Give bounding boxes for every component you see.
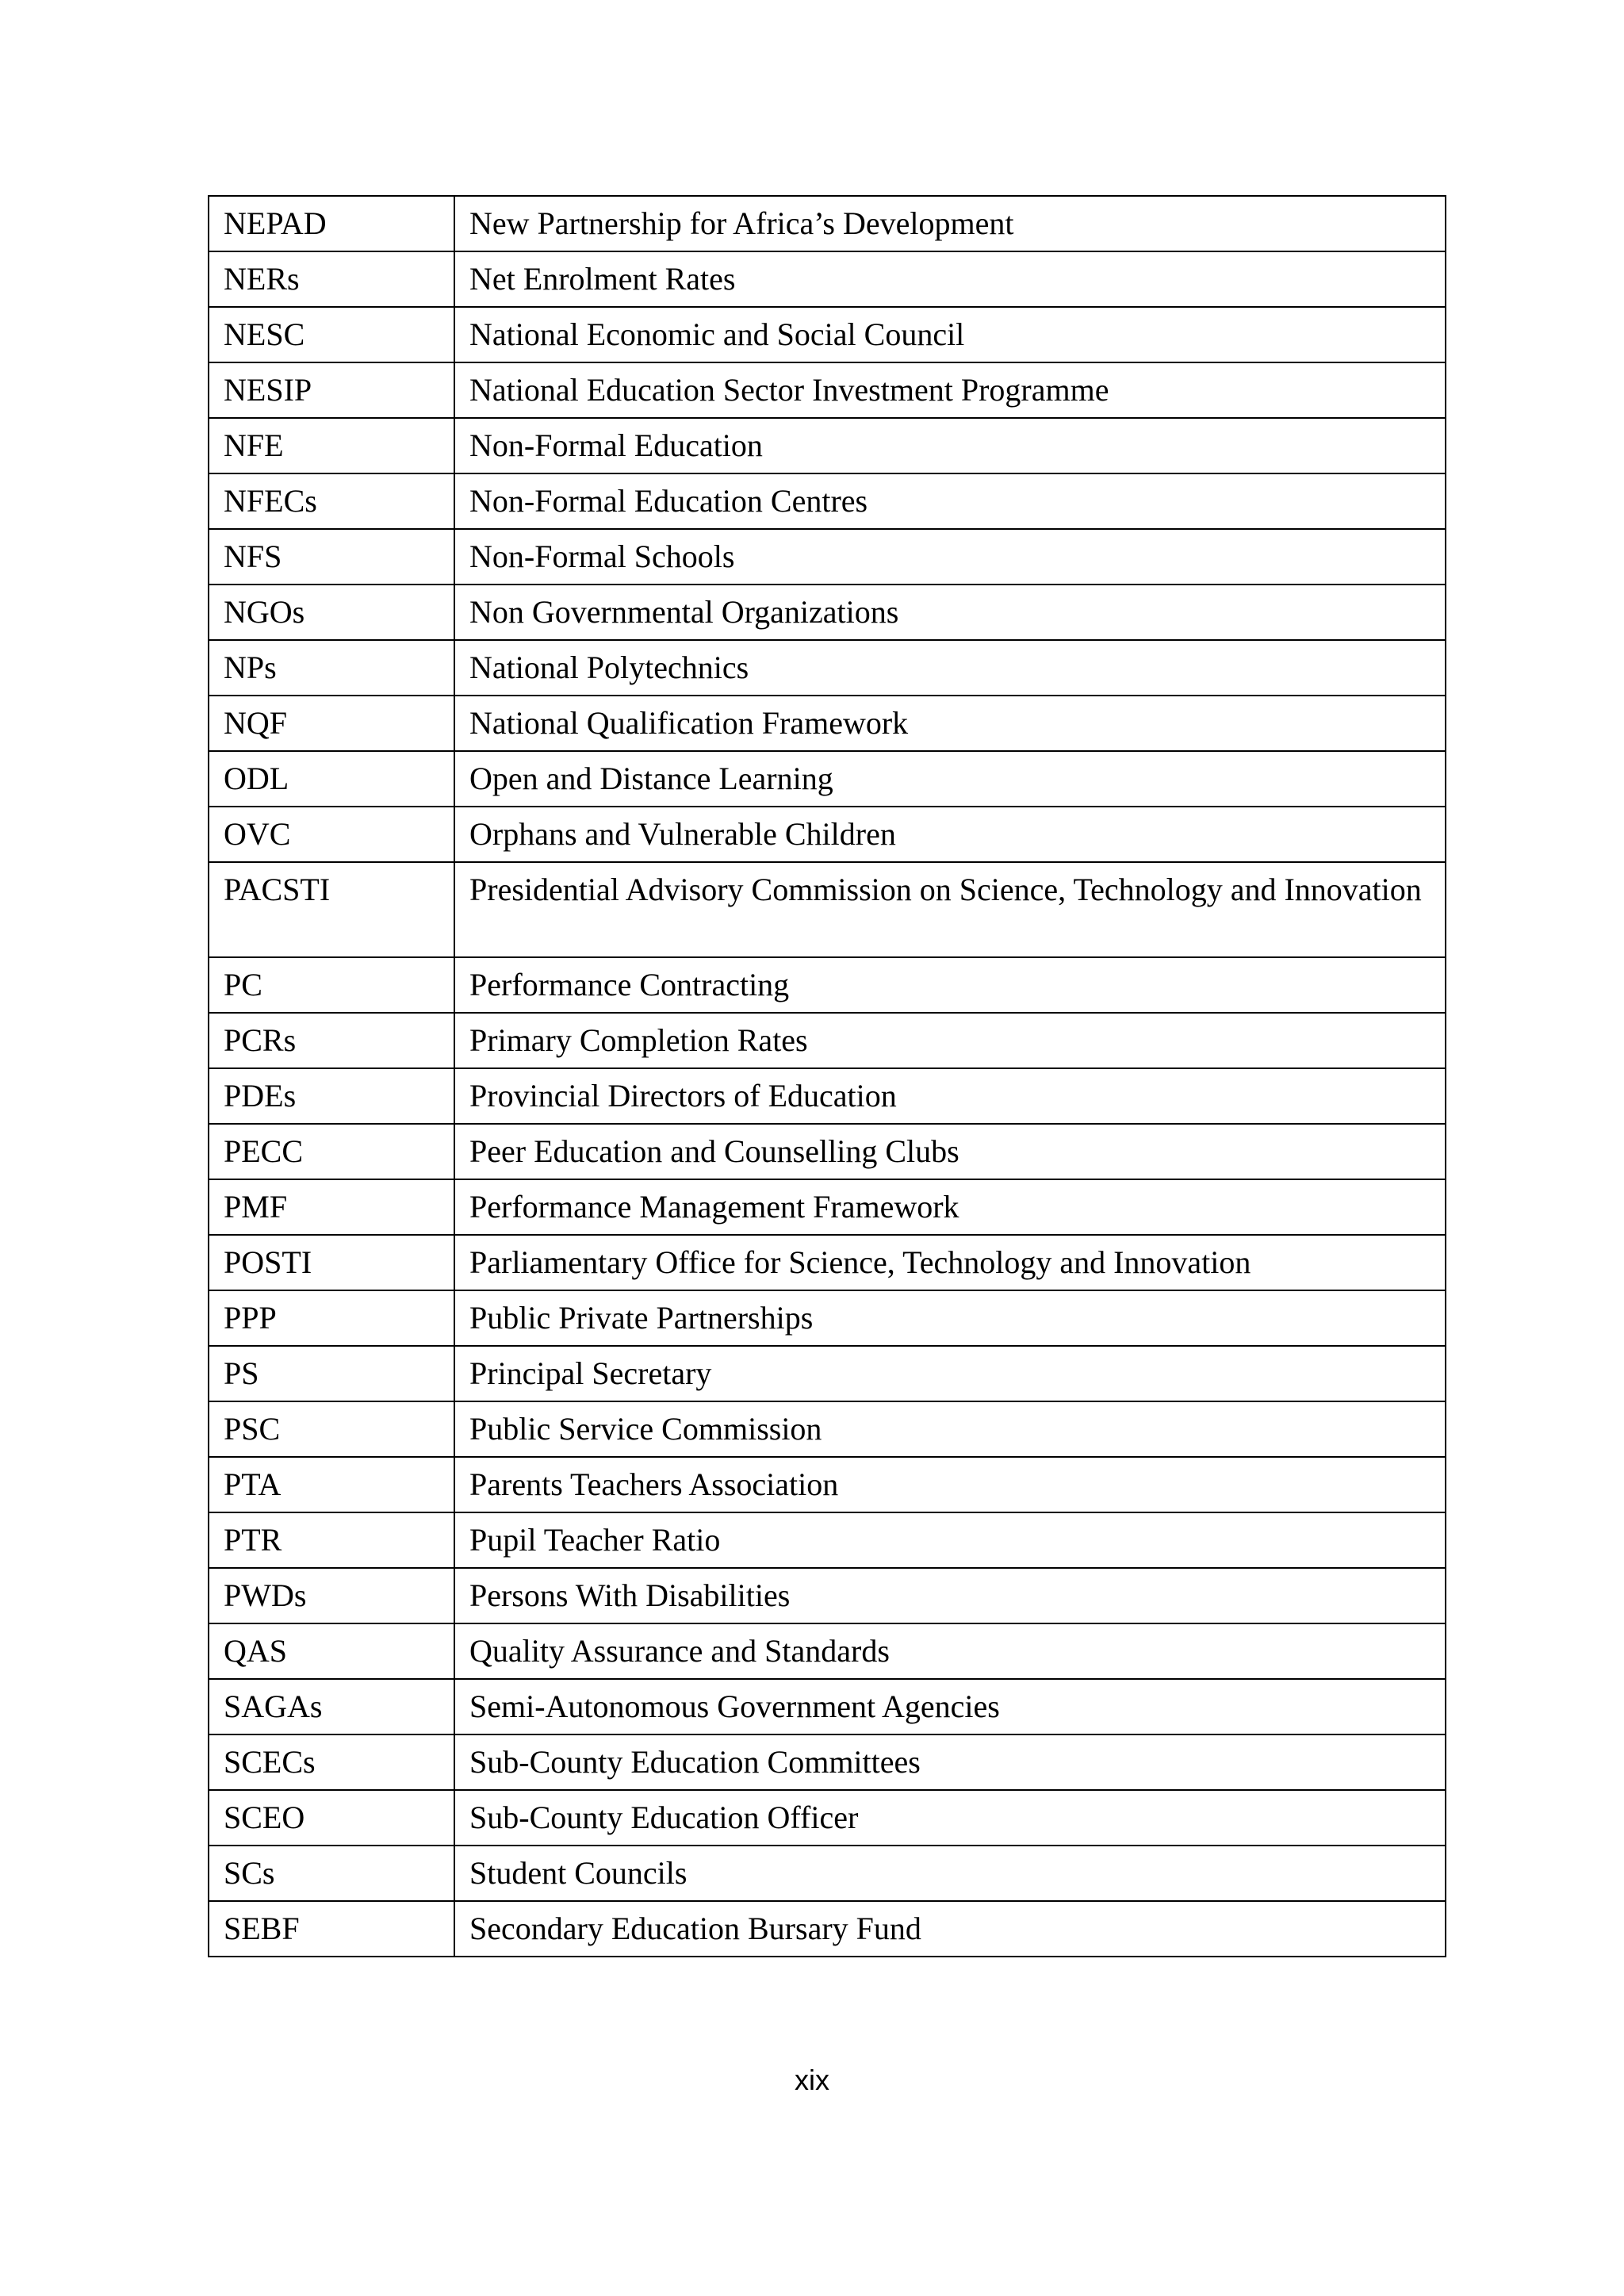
abbreviation-cell: NQF [209, 696, 454, 751]
abbreviation-cell: POSTI [209, 1235, 454, 1290]
definition-cell: Non Governmental Organizations [454, 585, 1446, 640]
definition-cell: Parliamentary Office for Science, Technology and Innovation [454, 1235, 1446, 1290]
abbreviation-cell: PSC [209, 1401, 454, 1457]
table-row [209, 1790, 1446, 1846]
abbreviation-cell: PTA [209, 1457, 454, 1512]
definition-cell: Non-Formal Education [454, 418, 1446, 473]
table-row [209, 1734, 1446, 1790]
definition-cell: Provincial Directors of Education [454, 1068, 1446, 1124]
definition-cell: Orphans and Vulnerable Children [454, 807, 1446, 862]
abbreviation-cell: SAGAs [209, 1679, 454, 1734]
table-row [209, 473, 1446, 529]
table-row [209, 696, 1446, 751]
table-row [209, 1568, 1446, 1623]
definition-cell: Parents Teachers Association [454, 1457, 1446, 1512]
definition-cell: Public Service Commission [454, 1401, 1446, 1457]
definition-cell: Sub-County Education Officer [454, 1790, 1446, 1846]
abbreviation-cell: NEPAD [209, 196, 454, 251]
abbreviation-cell: SCEO [209, 1790, 454, 1846]
abbreviation-cell: QAS [209, 1623, 454, 1679]
abbreviation-cell: NERs [209, 251, 454, 307]
definition-cell: Secondary Education Bursary Fund [454, 1901, 1446, 1957]
table-row [209, 251, 1446, 307]
page-number: xix [795, 2064, 829, 2096]
abbreviation-cell: PECC [209, 1124, 454, 1179]
abbreviation-cell: NFS [209, 529, 454, 585]
table-row [209, 751, 1446, 807]
abbreviation-cell: NESC [209, 307, 454, 362]
definition-cell: Performance Management Framework [454, 1179, 1446, 1235]
table-row [209, 1846, 1446, 1901]
table-row [209, 1346, 1446, 1401]
abbreviation-cell: NPs [209, 640, 454, 696]
table-row [209, 1901, 1446, 1957]
table-row [209, 1124, 1446, 1179]
definition-cell: Presidential Advisory Commission on Science, Technology and Innovation [454, 862, 1446, 957]
definition-cell: Student Councils [454, 1846, 1446, 1901]
table-row [209, 196, 1446, 251]
definition-cell: Non-Formal Schools [454, 529, 1446, 585]
abbreviation-cell: PC [209, 957, 454, 1013]
definition-cell: Pupil Teacher Ratio [454, 1512, 1446, 1568]
table-row [209, 362, 1446, 418]
abbreviation-cell: PS [209, 1346, 454, 1401]
table-row [209, 862, 1446, 957]
abbreviation-cell: NESIP [209, 362, 454, 418]
definition-cell: Sub-County Education Committees [454, 1734, 1446, 1790]
table-row [209, 307, 1446, 362]
table-row [209, 807, 1446, 862]
abbreviations-table-body [209, 196, 1446, 1957]
abbreviation-cell: NGOs [209, 585, 454, 640]
table-row [209, 529, 1446, 585]
definition-cell: New Partnership for Africa’s Development [454, 196, 1446, 251]
abbreviation-cell: PCRs [209, 1013, 454, 1068]
table-row [209, 640, 1446, 696]
table-row [209, 1235, 1446, 1290]
definition-cell: Non-Formal Education Centres [454, 473, 1446, 529]
abbreviation-cell: PMF [209, 1179, 454, 1235]
table-row [209, 1401, 1446, 1457]
abbreviation-cell: PACSTI [209, 862, 454, 957]
definition-cell: Persons With Disabilities [454, 1568, 1446, 1623]
abbreviation-cell: PTR [209, 1512, 454, 1568]
table-row [209, 1179, 1446, 1235]
abbreviation-cell: SCECs [209, 1734, 454, 1790]
definition-cell: Peer Education and Counselling Clubs [454, 1124, 1446, 1179]
definition-cell: Net Enrolment Rates [454, 251, 1446, 307]
abbreviation-cell: ODL [209, 751, 454, 807]
table-row [209, 585, 1446, 640]
definition-cell: Semi-Autonomous Government Agencies [454, 1679, 1446, 1734]
definition-cell: Public Private Partnerships [454, 1290, 1446, 1346]
definition-cell: National Education Sector Investment Programme [454, 362, 1446, 418]
table-row [209, 1457, 1446, 1512]
definition-cell: National Economic and Social Council [454, 307, 1446, 362]
table-row [209, 1679, 1446, 1734]
abbreviation-cell: SEBF [209, 1901, 454, 1957]
table-row [209, 1623, 1446, 1679]
table-row [209, 1013, 1446, 1068]
definition-cell: National Qualification Framework [454, 696, 1446, 751]
abbreviations-table [208, 195, 1446, 1957]
definition-cell: National Polytechnics [454, 640, 1446, 696]
abbreviation-cell: PPP [209, 1290, 454, 1346]
definition-cell: Performance Contracting [454, 957, 1446, 1013]
definition-cell: Open and Distance Learning [454, 751, 1446, 807]
table-row [209, 1512, 1446, 1568]
abbreviation-cell: NFE [209, 418, 454, 473]
definition-cell: Primary Completion Rates [454, 1013, 1446, 1068]
abbreviation-cell: PWDs [209, 1568, 454, 1623]
abbreviation-cell: NFECs [209, 473, 454, 529]
definition-cell: Quality Assurance and Standards [454, 1623, 1446, 1679]
abbreviation-cell: SCs [209, 1846, 454, 1901]
definition-cell: Principal Secretary [454, 1346, 1446, 1401]
table-row [209, 418, 1446, 473]
abbreviation-cell: PDEs [209, 1068, 454, 1124]
table-row [209, 957, 1446, 1013]
table-row [209, 1068, 1446, 1124]
table-row [209, 1290, 1446, 1346]
abbreviation-cell: OVC [209, 807, 454, 862]
